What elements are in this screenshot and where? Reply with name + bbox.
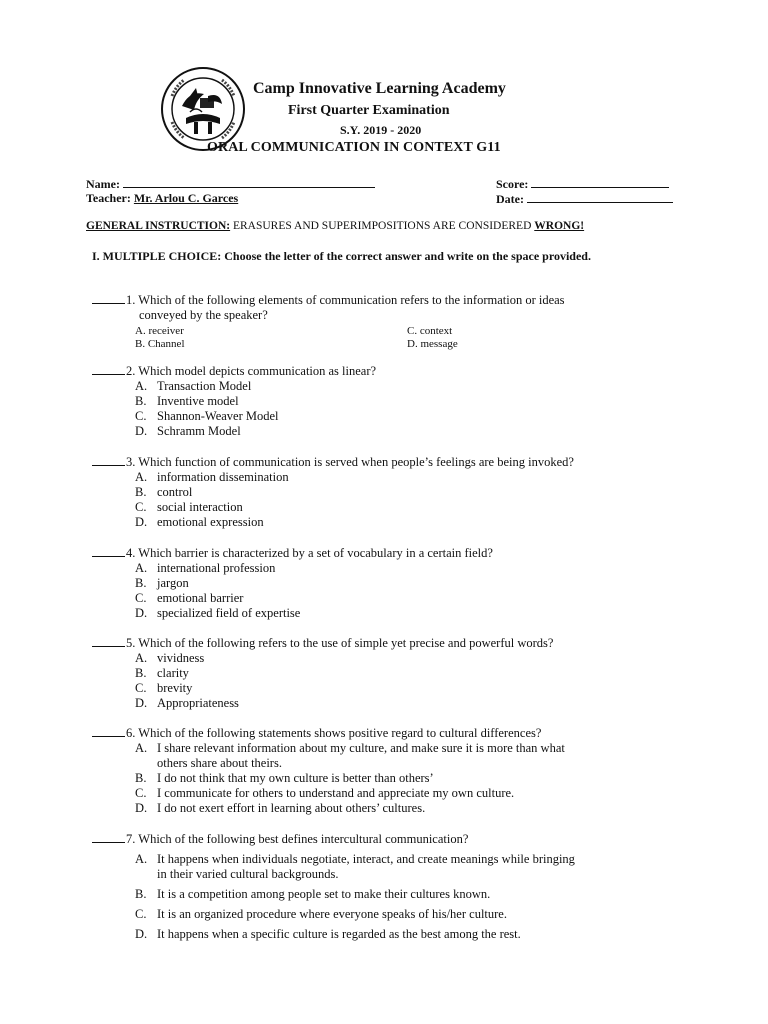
general-instruction-text: ERASURES AND SUPERIMPOSITIONS ARE CONSIDERED bbox=[230, 220, 535, 232]
option-d: D. specialized field of expertise bbox=[135, 606, 301, 620]
option-a: A. I share relevant information about my culture, and make sure it is more than what bbox=[135, 741, 565, 755]
teacher-row bbox=[86, 191, 238, 206]
options-grid bbox=[135, 325, 682, 351]
option-a: A. receiver bbox=[135, 325, 184, 337]
answer-blank-5[interactable] bbox=[92, 636, 125, 647]
question-2 bbox=[92, 364, 682, 439]
question-number: 1. bbox=[126, 293, 136, 307]
option-a: A. Transaction Model bbox=[135, 379, 252, 393]
question-6 bbox=[92, 726, 682, 816]
question-number: 6. bbox=[126, 726, 136, 740]
answer-blank-1[interactable] bbox=[92, 293, 125, 304]
option-b: B. jargon bbox=[135, 576, 189, 590]
question-7 bbox=[92, 832, 682, 942]
question-number: 7. bbox=[126, 832, 136, 846]
school-name: Camp Innovative Learning Academy bbox=[253, 80, 506, 97]
score-field-row bbox=[496, 176, 669, 192]
option-d: D. It happens when a specific culture is regarded as the best among the rest. bbox=[135, 927, 521, 941]
date-field[interactable] bbox=[527, 191, 673, 203]
question-number: 3. bbox=[126, 455, 136, 469]
option-b: B. Channel bbox=[135, 338, 185, 350]
option-c: C. brevity bbox=[135, 681, 193, 695]
option-d: D. I do not exert effort in learning about others’ cultures. bbox=[135, 801, 426, 815]
option-b: B. clarity bbox=[135, 666, 189, 680]
subject-title: ORAL COMMUNICATION IN CONTEXT G11 bbox=[207, 140, 501, 155]
question-number: 5. bbox=[126, 636, 136, 650]
answer-blank-3[interactable] bbox=[92, 455, 125, 466]
name-label: Name: bbox=[86, 177, 120, 191]
option-a-cont: others share about theirs. bbox=[157, 756, 282, 770]
option-d: D. emotional expression bbox=[135, 515, 264, 529]
question-3 bbox=[92, 455, 682, 530]
option-a: A. vividness bbox=[135, 651, 205, 665]
option-a-cont: in their varied cultural backgrounds. bbox=[157, 867, 339, 881]
option-b: B. It is a competition among people set to make their cultures known. bbox=[135, 887, 491, 901]
option-d: D. Appropriateness bbox=[135, 696, 239, 710]
option-b: B. Inventive model bbox=[135, 394, 239, 408]
question-stem: Which of the following elements of communication refers to the information or ideas bbox=[138, 293, 565, 307]
general-instruction bbox=[86, 220, 584, 232]
general-instruction-emphasis: WRONG! bbox=[534, 220, 585, 232]
option-c: C. context bbox=[407, 325, 453, 337]
date-field-row bbox=[496, 191, 673, 207]
option-c: C. social interaction bbox=[135, 500, 243, 514]
question-stem: Which function of communication is served when people’s feelings are being invoked? bbox=[138, 455, 574, 469]
question-stem: Which model depicts communication as linear? bbox=[138, 364, 377, 378]
question-stem: Which of the following best defines intercultural communication? bbox=[138, 832, 469, 846]
option-a: A. information dissemination bbox=[135, 470, 289, 484]
name-field[interactable] bbox=[123, 176, 375, 188]
question-stem: Which of the following refers to the use of simple yet precise and powerful words? bbox=[138, 636, 554, 650]
option-a: A. international profession bbox=[135, 561, 276, 575]
score-label: Score: bbox=[496, 177, 529, 191]
score-field[interactable] bbox=[531, 176, 669, 188]
option-c: C. Shannon-Weaver Model bbox=[135, 409, 279, 423]
option-b: B. control bbox=[135, 485, 193, 499]
question-5 bbox=[92, 636, 682, 711]
section-title: I. MULTIPLE CHOICE: Choose the letter of the correct answer and write on the space provided. bbox=[92, 249, 591, 263]
question-1 bbox=[92, 293, 682, 351]
option-c: C. emotional barrier bbox=[135, 591, 244, 605]
option-a: A. It happens when individuals negotiate, interact, and create meanings while bringing bbox=[135, 852, 575, 866]
teacher-label: Teacher: bbox=[86, 191, 131, 205]
question-number: 4. bbox=[126, 546, 136, 560]
general-instruction-label: GENERAL INSTRUCTION: bbox=[86, 220, 231, 232]
answer-blank-2[interactable] bbox=[92, 364, 125, 375]
option-b: B. I do not think that my own culture is better than others’ bbox=[135, 771, 434, 785]
answer-blank-6[interactable] bbox=[92, 726, 125, 737]
question-4 bbox=[92, 546, 682, 621]
exam-title: First Quarter Examination bbox=[288, 103, 450, 118]
option-d: D. message bbox=[407, 338, 458, 350]
question-number: 2. bbox=[126, 364, 136, 378]
teacher-name: Mr. Arlou C. Garces bbox=[133, 191, 239, 205]
question-stem: Which of the following statements shows positive regard to cultural differences? bbox=[138, 726, 542, 740]
option-c: C. I communicate for others to understand and appreciate my own culture. bbox=[135, 786, 515, 800]
answer-blank-4[interactable] bbox=[92, 546, 125, 557]
school-year: S.Y. 2019 - 2020 bbox=[340, 123, 422, 137]
question-stem: Which barrier is characterized by a set of vocabulary in a certain field? bbox=[138, 546, 493, 560]
question-stem-cont: conveyed by the speaker? bbox=[139, 308, 268, 322]
option-d: D. Schramm Model bbox=[135, 424, 241, 438]
option-c: C. It is an organized procedure where everyone speaks of his/her culture. bbox=[135, 907, 507, 921]
name-field-row bbox=[86, 176, 375, 192]
date-label: Date: bbox=[496, 192, 524, 206]
answer-blank-7[interactable] bbox=[92, 832, 125, 843]
